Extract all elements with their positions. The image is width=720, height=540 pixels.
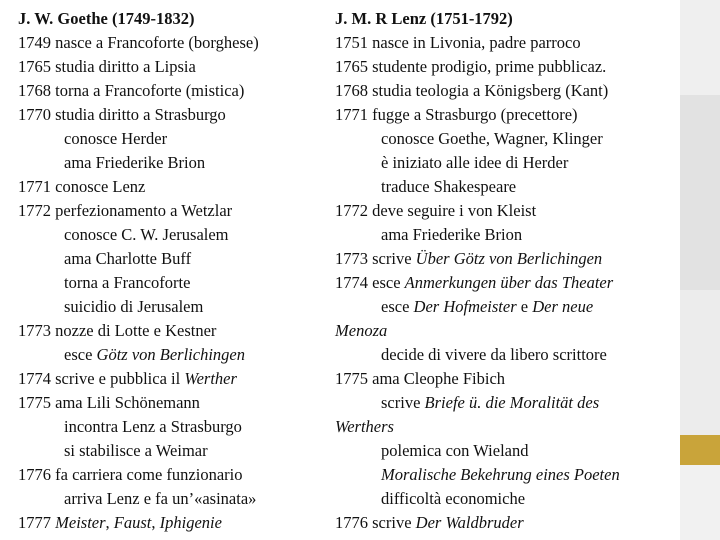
work-title: Der neue	[532, 297, 594, 316]
timeline-line: 1765 studente prodigio, prime pubblicaz.	[335, 57, 607, 76]
lenz-column	[335, 7, 680, 535]
goethe-heading: J. W. Goethe (1749-1832)	[18, 9, 195, 28]
timeline-line: ama Friederike Brion	[381, 225, 523, 244]
lenz-heading: J. M. R Lenz (1751-1792)	[335, 9, 513, 28]
timeline-line: 1772 perfezionamento a Wetzlar	[18, 201, 233, 220]
timeline-line: arriva Lenz e fa un’«asinata»	[64, 489, 257, 508]
timeline-line	[335, 391, 680, 415]
timeline-line: 1770 studia diritto a Strasburgo	[18, 105, 226, 124]
work-title: Der Hofmeister	[413, 297, 517, 316]
timeline-line: 1768 studia teologia a Königsberg (Kant)	[335, 81, 609, 100]
timeline-line: conosce C. W. Jerusalem	[64, 225, 229, 244]
timeline-line: traduce Shakespeare	[381, 177, 517, 196]
decorative-band-lower	[680, 290, 720, 435]
decorative-band-mid	[680, 95, 720, 290]
timeline-line: 1749 nasce a Francoforte (borghese)	[18, 33, 259, 52]
timeline-line	[335, 511, 680, 535]
work-title: Anmerkungen über das Theater	[404, 273, 614, 292]
decorative-band-bottom	[680, 465, 720, 540]
work-title: Iphigenie	[159, 513, 222, 532]
work-title: Moralische Bekehrung eines Poeten	[381, 465, 620, 484]
timeline-line	[18, 511, 328, 535]
timeline-line: conosce Herder	[64, 129, 168, 148]
line-text: esce	[64, 345, 97, 364]
timeline-line: decide di vivere da libero scrittore	[381, 345, 607, 364]
line-text: 1777	[18, 513, 56, 532]
timeline-line: polemica con Wieland	[381, 441, 529, 460]
timeline-line	[335, 271, 680, 295]
timeline-line: 1771 fugge a Strasburgo (precettore)	[335, 105, 578, 124]
timeline-line: ama Charlotte Buff	[64, 249, 192, 268]
line-text: 1774 scrive e pubblica il	[18, 369, 185, 388]
timeline-line: 1772 deve seguire i von Kleist	[335, 201, 537, 220]
timeline-line: suicidio di Jerusalem	[64, 297, 204, 316]
timeline-line	[18, 343, 328, 367]
line-text: ,	[151, 513, 160, 532]
decorative-band-accent	[680, 435, 720, 465]
timeline-line: è iniziato alle idee di Herder	[381, 153, 569, 172]
timeline-line: 1775 ama Lili Schönemann	[18, 393, 200, 412]
work-title: Götz von Berlichingen	[96, 345, 245, 364]
timeline-line: incontra Lenz a Strasburgo	[64, 417, 242, 436]
timeline-line: torna a Francoforte	[64, 273, 191, 292]
timeline-line: 1775 ama Cleophe Fibich	[335, 369, 506, 388]
timeline-line: 1751 nasce in Livonia, padre parroco	[335, 33, 581, 52]
work-title: Werthers	[335, 417, 394, 436]
line-text: 1774 esce	[335, 273, 405, 292]
line-text: e	[516, 297, 533, 316]
line-text: esce	[381, 297, 414, 316]
timeline-line: 1771 conosce Lenz	[18, 177, 146, 196]
work-title: Briefe ü. die Moralität des	[424, 393, 600, 412]
timeline-line: ama Friederike Brion	[64, 153, 206, 172]
timeline-line	[335, 247, 680, 271]
timeline-line: conosce Goethe, Wagner, Klinger	[381, 129, 603, 148]
timeline-line: 1773 nozze di Lotte e Kestner	[18, 321, 217, 340]
line-text: scrive	[381, 393, 425, 412]
work-title: Meister	[55, 513, 106, 532]
timeline-line: 1765 studia diritto a Lipsia	[18, 57, 196, 76]
timeline-line: 1776 fa carriera come funzionario	[18, 465, 243, 484]
timeline-line	[18, 367, 328, 391]
work-title: Der Waldbruder	[415, 513, 524, 532]
line-text: 1776 scrive	[335, 513, 416, 532]
work-title: Faust	[113, 513, 152, 532]
decorative-band-top	[680, 0, 720, 95]
line-text: ,	[105, 513, 114, 532]
work-title: Über Götz von Berlichingen	[415, 249, 603, 268]
timeline-line	[335, 295, 680, 319]
timeline-line: difficoltà economiche	[381, 489, 526, 508]
work-title: Menoza	[335, 321, 388, 340]
timeline-line: si stabilisce a Weimar	[64, 441, 208, 460]
timeline-line: 1768 torna a Francoforte (mistica)	[18, 81, 245, 100]
line-text: 1773 scrive	[335, 249, 416, 268]
work-title: Werther	[184, 369, 237, 388]
goethe-column	[18, 7, 328, 535]
